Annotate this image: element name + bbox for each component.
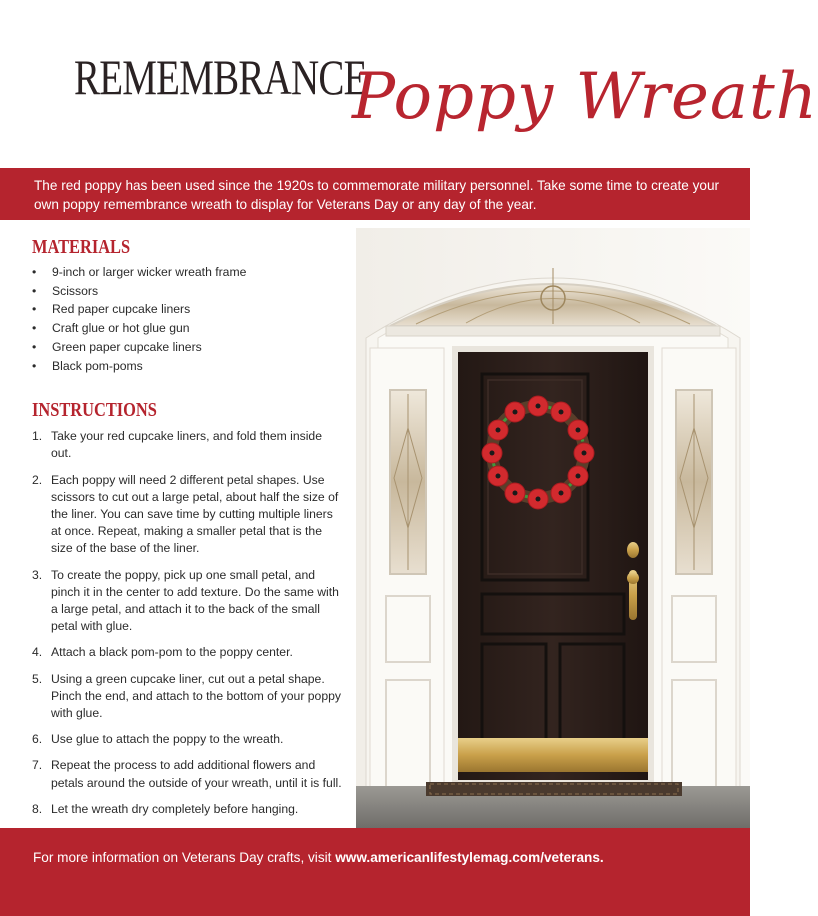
list-item [32,282,342,301]
material-text: 9-inch or larger wicker wreath frame [52,265,247,279]
materials-heading: MATERIALS [32,236,131,258]
list-item [32,731,342,748]
left-column [32,236,342,827]
material-text: Red paper cupcake liners [52,302,191,317]
list-item [32,567,342,636]
list-item [32,472,342,558]
bullet: • [32,302,37,317]
list-item [32,428,342,462]
step-text: Attach a black pom-pom to the poppy center. [51,645,293,660]
step-text: Let the wreath dry completely before hanging. [51,801,299,816]
step-text: Using a green cupcake liner, cut out a petal shape. Pinch the end, and attach to the bottom of your poppy with glue. [51,671,341,721]
bullet: • [32,321,37,336]
bullet: • [32,283,37,298]
material-text: Green paper cupcake liners [52,339,202,354]
step-text: Take your red cupcake liners, and fold them inside out. [51,429,322,461]
bullet: • [32,358,37,373]
step-number: 1. [32,429,43,444]
list-item [32,757,342,791]
list-item [32,801,342,818]
step-number: 8. [32,801,43,816]
list-item [32,300,342,319]
list-item [32,671,342,723]
list-item [32,263,342,282]
instructions-heading: INSTRUCTIONS [32,399,157,422]
door-illustration [356,228,750,828]
step-number: 2. [32,472,43,487]
step-number: 3. [32,567,43,582]
list-item [32,338,342,357]
step-text: Each poppy will need 2 different petal shapes. Use scissors to cut out a large petal, about half the size of the liner. You can save time by cutting multiple liners at once. Repeat, making a smaller petal that is the size of the base of the liner. [51,472,339,556]
step-number: 5. [32,671,43,686]
material-text: Scissors [52,283,99,298]
list-item [32,644,342,661]
bullet: • [32,265,37,279]
list-item [32,319,342,338]
title-area [0,0,818,168]
step-number: 7. [32,758,43,773]
footer-link[interactable]: www.americanlifestylemag.com/veterans. [335,850,604,865]
material-text: Black pom-poms [52,358,143,373]
materials-list [32,263,342,375]
title-script: Poppy Wreath [352,60,818,134]
list-item [32,357,342,376]
instructions-list [32,428,342,818]
footer-text: For more information on Veterans Day crafts, visit [33,850,336,865]
bullet: • [32,339,37,354]
step-number: 4. [32,645,43,660]
step-text: Repeat the process to add additional flowers and petals around the outside of your wreath, until it is full. [51,758,342,790]
step-number: 6. [32,732,43,747]
step-text: To create the poppy, pick up one small petal, and pinch it in the center to add texture. Do the same with a large petal, and attach it to the back of the small petal with glue. [51,567,339,634]
title-main: REMEMBRANCE [74,49,367,105]
intro-text: The red poppy has been used since the 1920s to commemorate military personnel. Take some time to create your own poppy remembrance wreath to display for Veterans Day or any day of the year. [34,178,720,212]
step-text: Use glue to attach the poppy to the wreath. [51,732,284,747]
intro-band [0,168,750,220]
material-text: Craft glue or hot glue gun [52,321,190,336]
footer-band [0,828,750,916]
door-photo [356,228,750,828]
